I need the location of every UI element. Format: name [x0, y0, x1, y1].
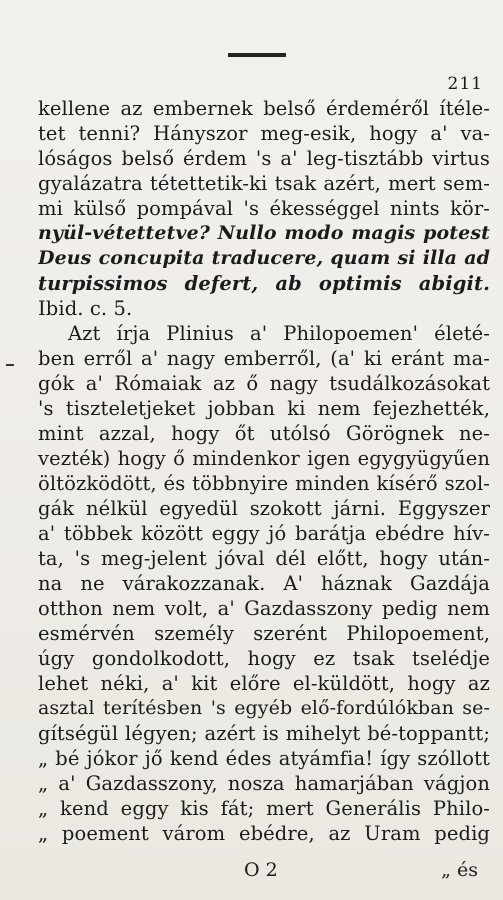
text-line: „ poement várom ebédre, az Uram pedig: [38, 822, 490, 845]
text-line: lehet néki, a' kit előre el-küldött, hogy az: [38, 672, 490, 695]
page-footer: [48, 857, 478, 883]
body-text: [38, 96, 490, 846]
text-line: ben erről a' nagy emberről, (a' ki eránt ma-: [38, 347, 490, 370]
text-line: „ a' Gazdasszony, nosza hamarjában vágjon: [38, 772, 490, 795]
text-line: Azt írja Plinius a' Philopoemen' életé-: [68, 322, 490, 345]
text-line: kellene az embernek belső érdeméről ítéle-: [38, 97, 490, 120]
text-line: vezték) hogy ő mindenkor igen egygyügyűen: [38, 447, 490, 470]
text-line: gítségül légyen; azért is mihelyt bé-toppantt;: [38, 722, 490, 745]
text-line: mint azzal, hogy őt utólsó Görögnek ne-: [38, 422, 490, 445]
text-line: Deus concupita traducere, quam si illa ad: [38, 247, 490, 269]
text-line: lóságos belső érdem 's a' leg-tisztább virtus: [38, 147, 490, 170]
text-line: ta, 's meg-jelent jóval dél előtt, hogy után-: [38, 547, 490, 570]
catchword: „ és: [441, 859, 478, 881]
text-line: Ibid. c. 5.: [38, 297, 133, 320]
text-line: öltözködött, és többnyire minden kísérő szol-: [38, 472, 490, 495]
signature-mark: O 2: [244, 859, 278, 881]
text-line: gyalázatra tétettetik-ki tsak azért, mert sem-: [38, 172, 490, 195]
page-number: 211: [447, 74, 483, 94]
text-line: tet tenni? Hányszor meg-esik, hogy a' va-: [38, 122, 490, 145]
text-line: a' többek között eggy jó barátja ebédre hív-: [38, 522, 490, 545]
text-line: mi külső pompával 's ékességgel nints kör-: [38, 197, 490, 220]
text-line: „ bé jókor jő kend édes atyámfia! így szóllott: [38, 747, 490, 770]
text-line: asztal terítésben 's egyéb elő-fordúlókban se-: [38, 697, 490, 719]
text-line: gók a' Rómaiak az ő nagy tsudálkozásokat: [38, 372, 490, 395]
text-line: otthon nem volt, a' Gazdasszony pedig nem: [38, 597, 490, 620]
text-line: gák nélkül egyedül szokott járni. Eggyszer: [38, 497, 490, 520]
text-line: turpissimos defert, ab optimis abigit.: [38, 272, 490, 295]
text-line: nyül-vétettetve? Nullo modo magis potest: [38, 222, 490, 244]
text-line: „ kend eggy kis fát; mert Generális Philo-: [38, 797, 490, 820]
text-line: úgy gondolkodott, hogy ez tsak tselédje: [38, 647, 490, 670]
text-line: na ne várakozzanak. A' háznak Gazdája: [38, 572, 490, 595]
text-line: 's tiszteletjeket jobban ki nem fejezhették,: [38, 397, 490, 420]
margin-mark: [6, 364, 14, 366]
header-rule: [228, 53, 286, 57]
text-line: esmérvén személy szerént Philopoement,: [38, 622, 490, 645]
